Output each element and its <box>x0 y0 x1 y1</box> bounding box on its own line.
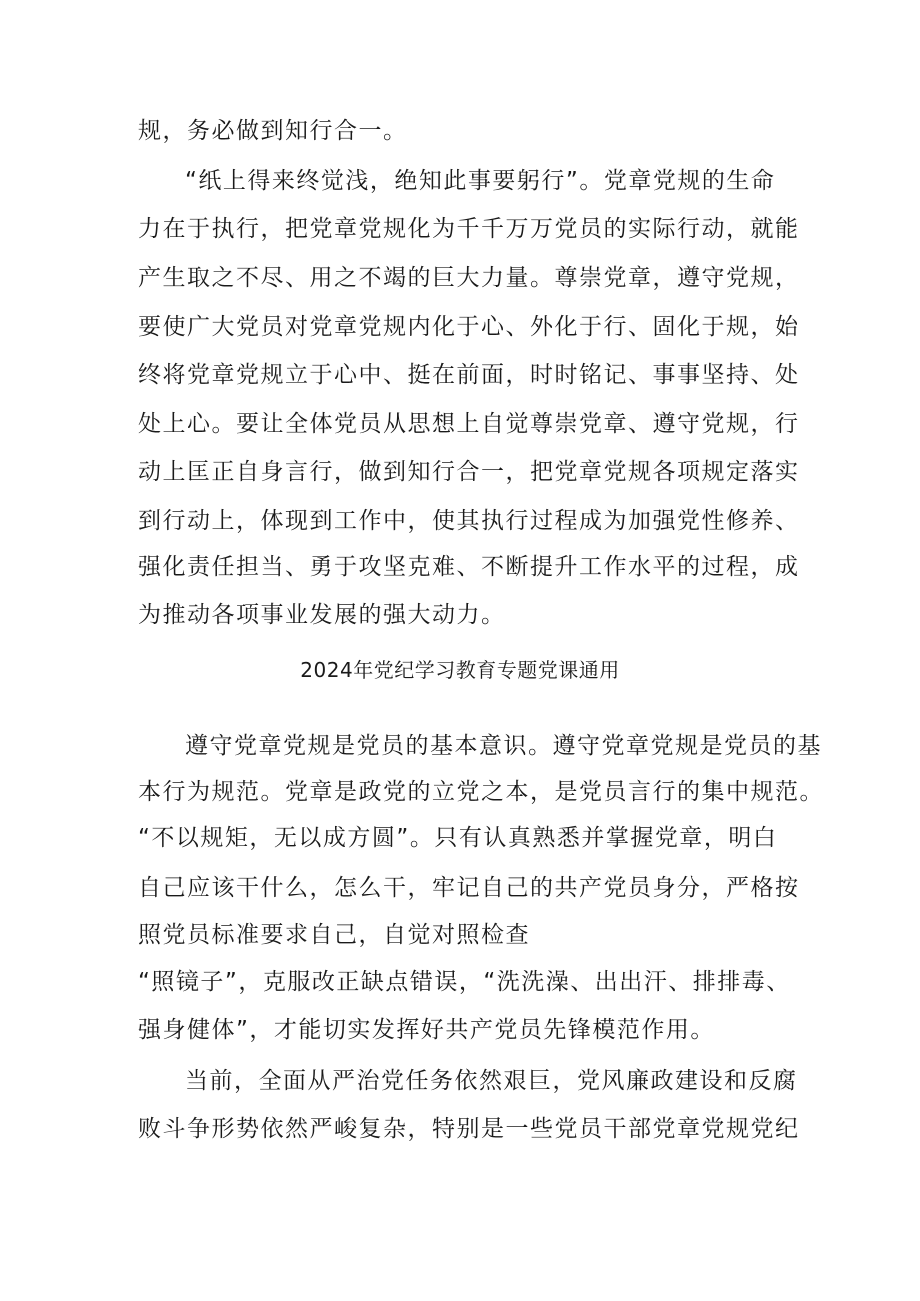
paragraph-line: 败斗争形势依然严峻复杂，特别是一些党员干部党章党规党纪 <box>138 1116 800 1142</box>
paragraph-line: 强身健体”，才能切实发挥好共产党员先锋模范作用。 <box>138 1017 715 1043</box>
paragraph-line: 本行为规范。党章是政党的立党之本，是党员言行的集中规范。 <box>138 779 824 805</box>
paragraph-line: 强化责任担当、勇于攻坚克难、不断提升工作水平的过程，成 <box>138 554 800 580</box>
paragraph-line: 照党员标准要求自己，自觉对照检查 <box>138 922 530 948</box>
paragraph-line: 要使广大党员对党章党规内化于心、外化于行、固化于规，始 <box>138 314 800 340</box>
section-heading: 2024年党纪学习教育专题党课通用 <box>300 658 620 682</box>
paragraph-line: 产生取之不尽、用之不竭的巨大力量。尊崇党章，遵守党规， <box>138 265 800 291</box>
paragraph-line: “照镜子”，克服改正缺点错误，“洗洗澡、出出汗、排排毒、 <box>138 969 791 995</box>
paragraph-line: 到行动上，体现到工作中，使其执行过程成为加强党性修养、 <box>138 508 800 534</box>
paragraph-line: “纸上得来终觉浅，绝知此事要躬行”。党章党规的生命 <box>185 168 776 194</box>
paragraph-line: 终将党章党规立于心中、挺在前面，时时铭记、事事坚持、处 <box>138 362 800 388</box>
paragraph-line: 规，务必做到知行合一。 <box>138 118 408 144</box>
paragraph-line: 动上匡正自身言行，做到知行合一，把党章党规各项规定落实 <box>138 459 800 485</box>
paragraph-line: 自己应该干什么，怎么干，牢记自己的共产党员身分，严格按 <box>138 875 800 901</box>
paragraph-line: 当前，全面从严治党任务依然艰巨，党风廉政建设和反腐 <box>185 1068 798 1094</box>
paragraph-line: 力在于执行，把党章党规化为千千万万党员的实际行动，就能 <box>138 216 800 242</box>
paragraph-line: “不以规矩，无以成方圆”。只有认真熟悉并掌握党章，明白 <box>138 825 778 851</box>
paragraph-line: 处上心。要让全体党员从思想上自觉尊崇党章、遵守党规，行 <box>138 411 800 437</box>
paragraph-line: 为推动各项事业发展的强大动力。 <box>138 602 506 628</box>
paragraph-line: 遵守党章党规是党员的基本意识。遵守党章党规是党员的基 <box>185 733 822 759</box>
